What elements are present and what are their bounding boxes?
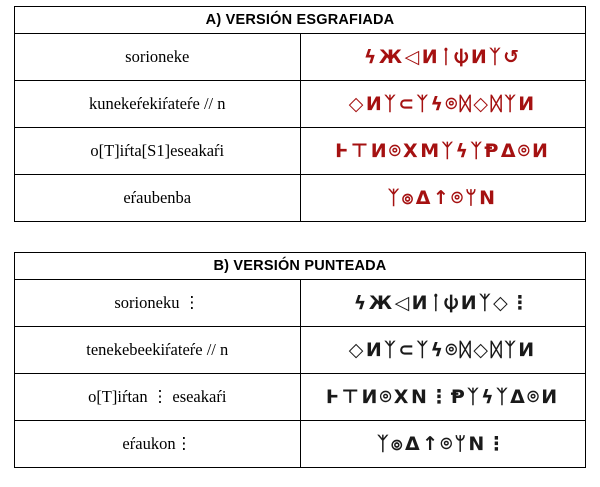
table-row <box>15 374 586 421</box>
latin-transcription: sorioneku ⋮ <box>15 280 301 327</box>
table-version-punteada <box>14 252 586 468</box>
latin-transcription: eŕaukon⋮ <box>15 421 301 468</box>
table-row <box>15 327 586 374</box>
table-row <box>15 128 586 175</box>
runic-inscription: Ͱ⊤Ͷ⌾ΧΝ⋮Ᵽᛉϟᛉᐃ⌾Ͷ <box>300 374 586 421</box>
runic-inscription: ◇Ͷᛉ⊂ᛉϟ⌾ᛞ◇ᛞᛉͶ <box>300 327 586 374</box>
latin-transcription: o[T]iŕtan ⋮ eseakaŕi <box>15 374 301 421</box>
table-row <box>15 421 586 468</box>
table-caption-row <box>15 7 586 34</box>
table-row <box>15 34 586 81</box>
latin-transcription: o[T]iŕta[S1]eseakaŕi <box>15 128 301 175</box>
runic-inscription: Ͱ⊤Ͷ⌾ΧMᛉϟᛉⱣᐃ⌾Ͷ <box>300 128 586 175</box>
table-separator <box>14 222 586 252</box>
runic-inscription: ϟЖ◁Ͷᛙ𐌸Ͷᛉ◇⋮ <box>300 280 586 327</box>
table-version-esgrafiada <box>14 6 586 222</box>
runic-inscription: ϟЖ◁Ͷᛙ𐌸Ͷᛉ↺ <box>300 34 586 81</box>
latin-transcription: tenekebeekiŕateŕe // n <box>15 327 301 374</box>
runic-inscription: ᛉ⌾ᐃ↑⌾ᛘΝ⋮ <box>300 421 586 468</box>
table-b-caption: B) VERSIÓN PUNTEADA <box>15 253 586 280</box>
table-row <box>15 175 586 222</box>
table-row <box>15 280 586 327</box>
latin-transcription: eŕaubenba <box>15 175 301 222</box>
latin-transcription: kunekeŕekiŕateŕe // n <box>15 81 301 128</box>
runic-inscription: ᛉ⌾ᐃ↑⌾ᛘΝ <box>300 175 586 222</box>
latin-transcription: sorioneke <box>15 34 301 81</box>
table-a-caption: A) VERSIÓN ESGRAFIADA <box>15 7 586 34</box>
table-caption-row <box>15 253 586 280</box>
table-row <box>15 81 586 128</box>
runic-inscription: ◇Ͷᛉ⊂ᛉϟ⌾ᛞ◇ᛞᛉͶ <box>300 81 586 128</box>
